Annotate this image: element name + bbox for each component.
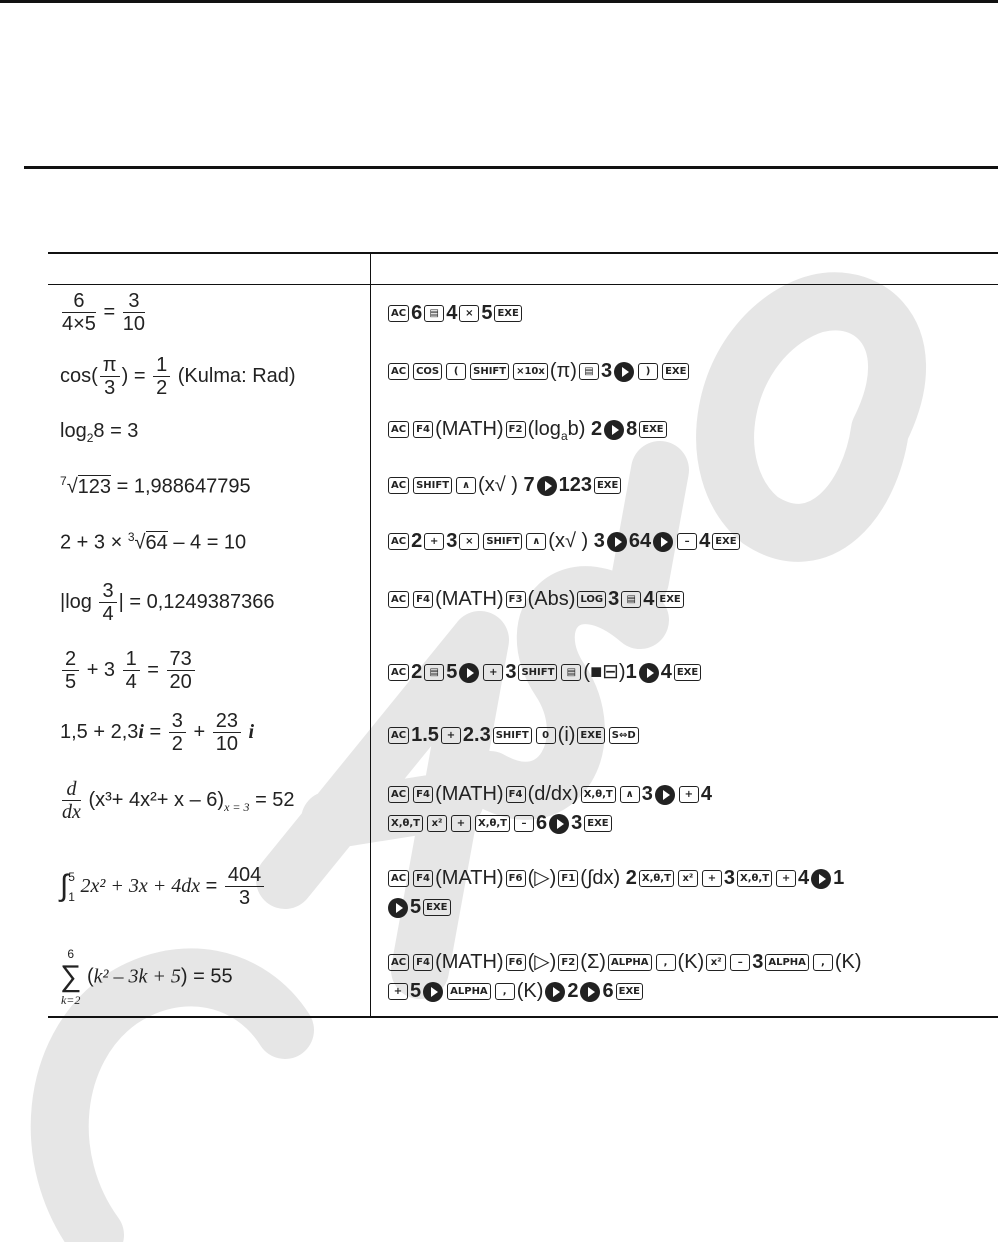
key-ac[interactable]: AC [388, 591, 409, 608]
k-label: (K) [677, 951, 705, 973]
digit: 64 [628, 530, 652, 552]
plus-three: + 3 [86, 658, 116, 681]
numerator: 6 [62, 290, 96, 313]
fraction [99, 580, 116, 625]
sigma-block [60, 946, 81, 1008]
numerator: 73 [167, 648, 195, 671]
fraction [123, 290, 145, 335]
example-7 [60, 648, 197, 693]
key-open-paren[interactable]: ( [446, 363, 466, 380]
denominator: 2 [156, 377, 168, 399]
mixed-fraction-label: (■⊟) [583, 661, 626, 683]
key-f2[interactable]: F2 [506, 421, 526, 438]
key-comma[interactable]: , [495, 983, 515, 1000]
key-shift[interactable]: SHIFT [483, 533, 522, 550]
integral-sign: ∫ [60, 869, 69, 903]
key-ac[interactable]: AC [388, 664, 409, 681]
digit: 3 [600, 360, 613, 382]
column-divider [370, 254, 371, 1016]
integrand: 2x² + 3x + 4dx [80, 874, 201, 897]
key-minus[interactable]: – [730, 954, 750, 971]
digit: 5 [410, 896, 422, 918]
keys-10 [386, 864, 844, 922]
keys-11 [386, 948, 862, 1006]
right-arrow-icon[interactable] [811, 869, 831, 889]
fraction [100, 354, 120, 399]
key-ac[interactable]: AC [388, 954, 409, 971]
key-fraction[interactable]: ▤ [579, 363, 599, 380]
key-f4[interactable]: F4 [413, 591, 433, 608]
key-exe[interactable]: EXE [594, 477, 621, 494]
result: = 1,988647795 [116, 475, 251, 498]
key-f6[interactable]: F6 [506, 954, 526, 971]
fraction [167, 648, 195, 693]
right-arrow-icon[interactable] [655, 785, 675, 805]
derivative-fraction [62, 778, 81, 823]
example-9: $\frac{d}{dx}$ $(x^3+ 4x^2+ x - 6)_{x = 3} = 52$ [62, 778, 295, 823]
key-exe[interactable]: EXE [584, 815, 611, 832]
key-alpha[interactable]: ALPHA [765, 954, 809, 971]
key-f4[interactable]: F4 [413, 786, 433, 803]
key-f6[interactable]: F6 [506, 870, 526, 887]
key-square[interactable]: x² [427, 815, 447, 832]
key-plus[interactable]: + [702, 870, 722, 887]
numerator: 3 [99, 580, 116, 603]
numerator: 23 [213, 710, 241, 733]
right-arrow-icon[interactable] [653, 532, 673, 552]
key-zero[interactable]: 0 [536, 727, 556, 744]
radicand: 64 [145, 531, 168, 554]
math-label: (MATH) [435, 588, 504, 610]
digit: 5 [481, 302, 493, 324]
key-plus[interactable]: + [424, 533, 444, 550]
prefix: 1,5 + 2,3 [60, 720, 139, 743]
lower-limit: k=2 [60, 993, 81, 1007]
digit: 123 [558, 474, 592, 496]
denominator: 3 [239, 887, 251, 909]
i-label: (i) [557, 724, 576, 746]
eval-point: x = 3 [224, 799, 250, 814]
ddx-label: (d/dx) [527, 783, 579, 805]
right-arrow-icon[interactable] [549, 814, 569, 834]
digit: 3 [593, 530, 605, 552]
key-fraction[interactable]: ▤ [424, 664, 444, 681]
digit: 6 [536, 812, 548, 834]
digit: 3 [571, 812, 583, 834]
key-ac[interactable]: AC [388, 477, 409, 494]
key-alpha[interactable]: ALPHA [608, 954, 652, 971]
digit: 1.5 [411, 724, 439, 746]
keys-5 [386, 526, 742, 556]
digit: 2 [590, 418, 603, 440]
loga-b: b) [567, 418, 586, 440]
fraction [62, 648, 79, 693]
result: 8 = 3 [93, 420, 139, 442]
key-multiply[interactable]: × [459, 305, 479, 322]
key-ac[interactable]: AC [388, 786, 409, 803]
key-xtheta[interactable]: X,θ,T [737, 870, 772, 887]
example-2: cos( $\frac{\pi}{3}$ ) = $\frac{1}{2}$ (Kulma: Rad) [60, 354, 296, 399]
key-log[interactable]: LOG [577, 591, 606, 608]
key-square[interactable]: x² [678, 870, 698, 887]
math-label: (MATH) [435, 783, 504, 805]
key-square[interactable]: x² [706, 954, 726, 971]
digit: 2 [567, 980, 579, 1002]
digit: 3 [446, 530, 458, 552]
integral-limits [68, 867, 75, 907]
key-exe[interactable]: EXE [616, 983, 643, 1000]
key-exe[interactable]: EXE [423, 899, 450, 916]
digit: 3 [641, 783, 653, 805]
key-ac[interactable]: AC [388, 727, 409, 744]
key-plus[interactable]: + [483, 664, 503, 681]
fraction [123, 648, 140, 693]
sigma-label: (Σ) [580, 951, 606, 973]
section-rule [24, 166, 998, 169]
denominator: 3 [104, 377, 116, 399]
right-arrow-icon[interactable] [604, 420, 624, 440]
sigma-sign: ∑ [60, 960, 82, 993]
next-label: (▷) [527, 951, 557, 973]
top-rule [0, 0, 998, 3]
right-arrow-icon[interactable] [537, 476, 557, 496]
right-arrow-icon[interactable] [607, 532, 627, 552]
lower-limit: 1 [68, 889, 75, 904]
root-index: 7 [60, 474, 67, 488]
key-f4[interactable]: F4 [413, 421, 433, 438]
numerator: 1 [123, 648, 140, 671]
key-f4[interactable]: F4 [413, 870, 433, 887]
imag-i: i [138, 720, 144, 743]
fraction [213, 710, 241, 755]
key-cos[interactable]: COS [413, 363, 442, 380]
key-power[interactable]: ∧ [620, 786, 640, 803]
key-ac[interactable]: AC [388, 363, 409, 380]
key-comma[interactable]: , [813, 954, 833, 971]
right-arrow-icon[interactable] [545, 982, 565, 1002]
key-ac[interactable]: AC [388, 305, 409, 322]
key-minus[interactable]: – [514, 815, 534, 832]
log-text: log [60, 420, 87, 442]
key-f3[interactable]: F3 [506, 591, 526, 608]
key-exe[interactable]: EXE [577, 727, 604, 744]
numerator: π [100, 354, 120, 377]
numerator: d [62, 778, 81, 801]
log-base: 2 [86, 431, 94, 445]
upper-limit: 5 [68, 869, 75, 884]
fraction [225, 864, 264, 909]
key-power[interactable]: ∧ [456, 477, 476, 494]
digit: 4 [643, 588, 655, 610]
keys-6 [386, 584, 686, 614]
k-label: (K) [516, 980, 544, 1002]
result: = 0,1249387366 [129, 590, 275, 613]
key-fraction[interactable]: ▤ [561, 664, 581, 681]
digit: 4 [660, 661, 672, 683]
denominator: 5 [65, 671, 77, 693]
upper-limit: 6 [67, 947, 75, 961]
next-label: (▷) [527, 867, 557, 889]
digit: 4 [700, 783, 712, 805]
key-shift[interactable]: SHIFT [493, 727, 532, 744]
example-5: 2 + 3 × $^3$√64 – 4 = 10 [60, 530, 247, 554]
result: = 55 [193, 965, 233, 988]
digit: 6 [602, 980, 614, 1002]
radicand: 123 [77, 475, 112, 498]
keys-3 [386, 414, 669, 451]
key-exe[interactable]: EXE [494, 305, 521, 322]
math-label: (MATH) [435, 951, 504, 973]
digit: 2 [411, 661, 423, 683]
fraction [153, 354, 170, 399]
key-shift[interactable]: SHIFT [518, 664, 557, 681]
key-ac[interactable]: AC [388, 870, 409, 887]
function-body: x³+ 4x²+ x – 6 [95, 788, 218, 811]
loga-label: (log [527, 418, 561, 440]
key-exe[interactable]: EXE [656, 591, 683, 608]
digit: 2 [411, 530, 423, 552]
abs-label: (Abs) [527, 588, 576, 610]
digit: 5 [410, 980, 422, 1002]
key-plus[interactable]: + [679, 786, 699, 803]
digit: 6 [411, 302, 423, 324]
key-ac[interactable]: AC [388, 421, 409, 438]
key-close-paren[interactable]: ) [638, 363, 658, 380]
key-plus[interactable]: + [441, 727, 461, 744]
digit: 3 [723, 867, 736, 889]
fraction [62, 290, 96, 335]
key-xtheta[interactable]: X,θ,T [581, 786, 616, 803]
math-label: (MATH) [435, 418, 504, 440]
denominator: dx [62, 801, 81, 823]
key-shift[interactable]: SHIFT [470, 363, 509, 380]
key-plus[interactable]: + [776, 870, 796, 887]
digit: 3 [752, 951, 764, 973]
right-arrow-icon[interactable] [423, 982, 443, 1002]
keys-2 [386, 356, 691, 386]
keys-8 [386, 720, 641, 750]
k-label: (K) [834, 951, 862, 973]
equals: = [133, 364, 146, 387]
prefix: 2 + 3 × [60, 531, 123, 554]
digit: 4 [446, 302, 458, 324]
math-label: (MATH) [435, 867, 504, 889]
examples-table [48, 252, 998, 1018]
result: = 52 [255, 788, 295, 811]
example-11: 6 ∑ k=2 (k² – 3k + 5) = 55 [60, 947, 233, 1007]
integral-label: (∫dx) [580, 867, 621, 889]
keys-7 [386, 657, 703, 687]
key-exp[interactable]: ×10x [513, 363, 548, 380]
equals: = [103, 300, 116, 323]
summand: k² – 3k + 5 [93, 965, 181, 988]
numerator: 404 [225, 864, 264, 887]
digit: 5 [446, 661, 458, 683]
example-8 [60, 710, 254, 755]
digit: 3 [608, 588, 620, 610]
digit: 1 [625, 661, 637, 683]
key-exe[interactable]: EXE [674, 664, 701, 681]
right-arrow-icon[interactable] [580, 982, 600, 1002]
digit: 4 [798, 867, 810, 889]
denominator: 4 [125, 671, 137, 693]
key-shift[interactable]: SHIFT [413, 477, 452, 494]
key-exe[interactable]: EXE [639, 421, 666, 438]
plus: + [193, 720, 206, 743]
numerator: 3 [123, 290, 145, 313]
digit: 4 [699, 530, 711, 552]
denominator: 4 [102, 603, 114, 625]
key-xtheta[interactable]: X,θ,T [475, 815, 510, 832]
equals: = [147, 658, 159, 681]
digit: 2 [625, 867, 637, 889]
fraction [169, 710, 186, 755]
numerator: 1 [153, 354, 170, 377]
root-label: (x√ ) [548, 530, 589, 552]
digit: 7 [523, 474, 535, 496]
numerator: 2 [62, 648, 79, 671]
key-s-d[interactable]: S⇔D [609, 727, 639, 744]
key-fraction[interactable]: ▤ [424, 305, 444, 322]
root-index: 3 [127, 530, 135, 544]
header-rule [48, 284, 998, 285]
equals: = [149, 720, 162, 743]
right-arrow-icon[interactable] [639, 663, 659, 683]
equals: = [205, 874, 218, 897]
keys-4 [386, 470, 623, 500]
numerator: 3 [169, 710, 186, 733]
example-3 [60, 420, 138, 445]
key-ac[interactable]: AC [388, 533, 409, 550]
imag-i: i [248, 720, 255, 743]
digit: 1 [833, 867, 845, 889]
root-label: (x√ ) [478, 474, 518, 496]
cos-text: cos [60, 364, 92, 387]
right-arrow-icon[interactable] [614, 362, 634, 382]
denominator: 2 [171, 733, 183, 755]
key-exe[interactable]: EXE [662, 363, 689, 380]
denominator: 20 [169, 671, 192, 693]
key-multiply[interactable]: × [459, 533, 479, 550]
key-comma[interactable]: , [656, 954, 676, 971]
key-plus[interactable]: + [388, 983, 408, 1000]
right-arrow-icon[interactable] [459, 663, 479, 683]
key-xtheta[interactable]: X,θ,T [388, 815, 423, 832]
angle-note: (Kulma: Rad) [177, 364, 296, 387]
digit: 3 [505, 661, 517, 683]
keys-9 [386, 780, 712, 838]
key-f2[interactable]: F2 [558, 954, 578, 971]
key-fraction[interactable]: ▤ [621, 591, 641, 608]
digit: 2.3 [462, 724, 491, 746]
key-xtheta[interactable]: X,θ,T [639, 870, 674, 887]
example-6: |log $\frac{3}{4}$ | = 0,1249387366 [60, 580, 275, 625]
key-exe[interactable]: EXE [712, 533, 739, 550]
denominator: 10 [122, 313, 145, 335]
keys-1 [386, 298, 524, 328]
key-alpha[interactable]: ALPHA [447, 983, 491, 1000]
loga-sub: a [560, 429, 568, 443]
key-plus[interactable]: + [451, 815, 471, 832]
digit: 8 [626, 418, 638, 440]
denominator: 4×5 [62, 313, 96, 335]
example-10 [60, 864, 266, 909]
example-1 [60, 290, 147, 335]
log-text: log [65, 590, 92, 613]
key-power[interactable]: ∧ [526, 533, 546, 550]
key-minus[interactable]: – [677, 533, 697, 550]
right-arrow-icon[interactable] [388, 898, 408, 918]
key-f4[interactable]: F4 [506, 786, 526, 803]
example-4: $^7$√123 = 1,988647795 [60, 474, 251, 498]
result: – 4 = 10 [173, 531, 247, 554]
pi-label: (π) [549, 360, 577, 382]
denominator: 10 [215, 733, 238, 755]
key-f4[interactable]: F4 [413, 954, 433, 971]
key-f1[interactable]: F1 [558, 870, 578, 887]
